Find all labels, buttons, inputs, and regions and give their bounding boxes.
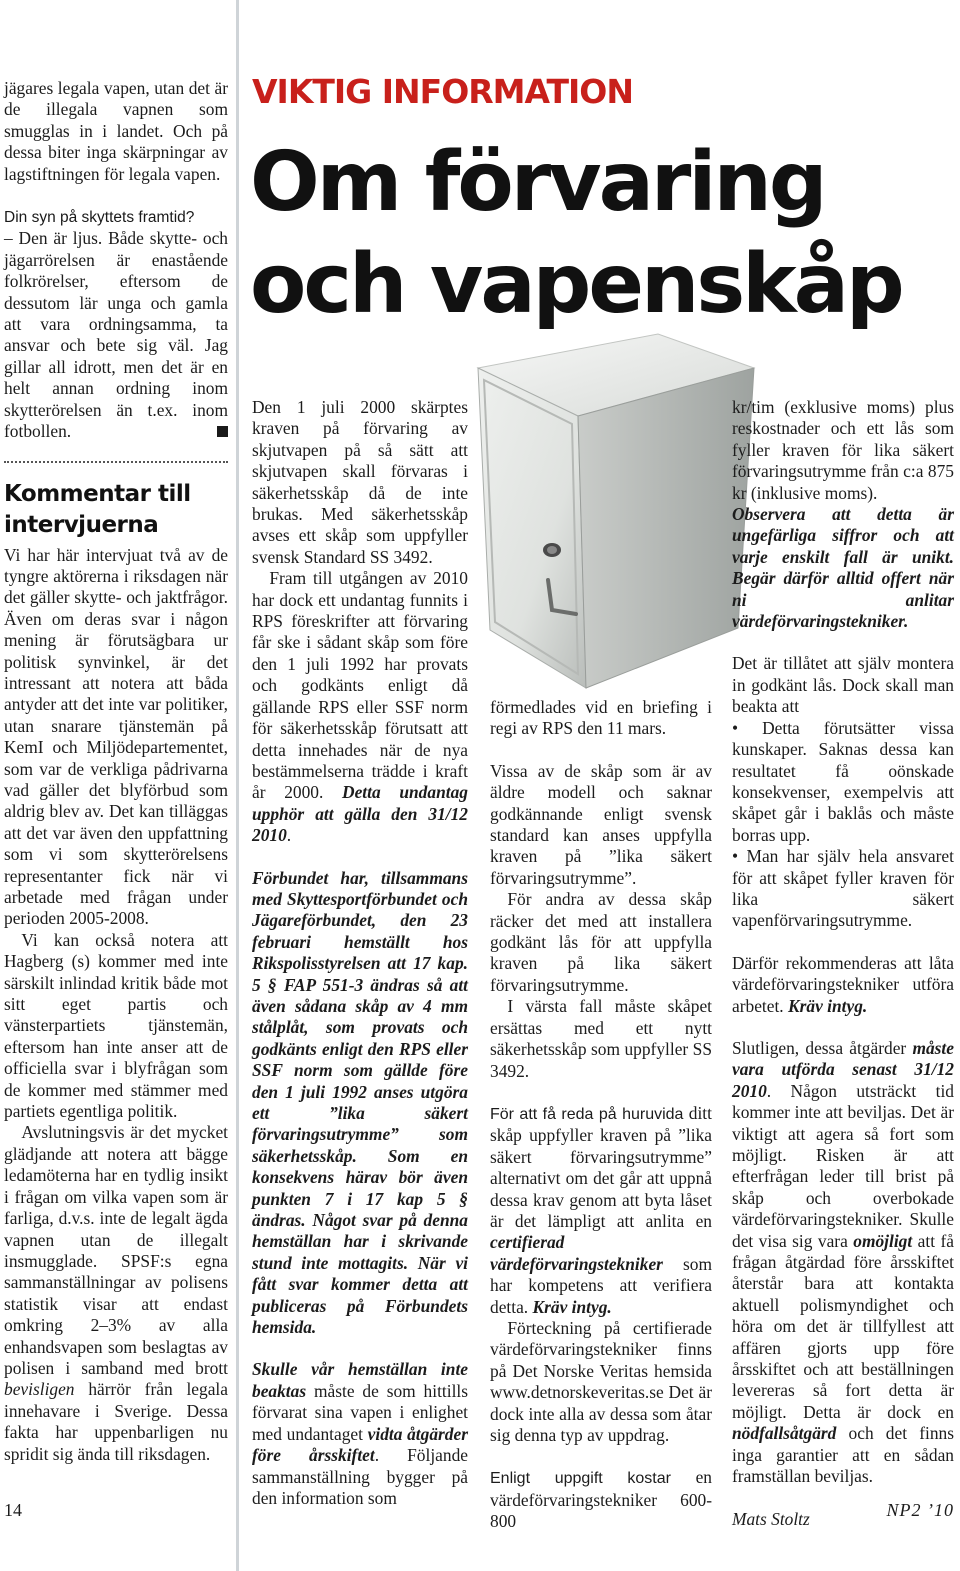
kommentar-paragraph: [4, 1122, 228, 1465]
left-paragraph: jägares legala vapen, utan det är de illegala vapnen som smugglas in i landet. Och på dessa biter inga skärpningar av lagstiftningen för legala vapen.: [4, 78, 228, 184]
kommentar-paragraph: Vi har här intervjuat två av de tyngre aktörerna i riksdagen när det gäller skytte- och jaktfrågor. Även om deras svar i någon mening är förutsägbara ur politisk synvinkel, är det intressant att notera att båda antyder att det inte var politiker, utan snarare tjänstemän på KemI och Miljödepartementet, som var de verkliga pådrivarna vad gäller det blyförbud som aldrig blev av. Det kan tilläggas att det var även den uppfattning som vi som skytterörelsens representanter fick när vi arbetade med frågan under perioden 2005-2008.: [4, 544, 228, 929]
article-emphasis: vidta åtgärder före årsskiftet: [252, 1423, 468, 1466]
article-paragraph: Vissa av de skåp som är av äldre modell och saknar godkännande enligt svensk standard kan anses uppfylla kraven på ”lika säkert förvaringsutrymme”.: [490, 760, 712, 888]
kommentar-text: härrör från legala innehavare i Sverige. Dessa fakta har uppenbarligen nu spridit sig ända till riksdagen.: [4, 1379, 228, 1464]
article-paragraph: förmedlades vid en briefing i regi av RPS den 11 mars.: [490, 697, 712, 739]
headline: [250, 132, 902, 336]
author-signature: Mats Stoltz: [732, 1508, 810, 1529]
magazine-issue: NP2 ’10: [886, 1500, 954, 1520]
gun-safe-photo: [468, 328, 756, 690]
article-text: Fram till utgången av 2010 har dock ett undantag funnits i RPS föreskrifter att förvaring får ske i sådant skåp som före den 1 juli 1992 har provats och godkänts enligt då gällande RPS eller SSF norm för säkerhetsskåp förutsatt att detta innehades när de nya bestämmelserna trädde i kraft år 2000.: [252, 568, 468, 803]
article-paragraph: kr/tim (exklusive moms) plus reskostnader och ett lås som fyller kraven för lika säkert förvaringsutrymme från c:a 875 kr (inklusive moms).: [732, 397, 954, 503]
left-column: [4, 78, 228, 1465]
kommentar-text: Avslutningsvis är det mycket glädjande att notera att bägge ledamöterna har en tydlig insikt i frågan om vilka vapen som är farliga, d.v.s. inte de legalt ägda vapnen utan de illegalt insmugglade. SPSF:s egna sammanställningar av polisens statistik visar att endast omkring 2–3% av alla enhandsvapen som beslagtas av polisen i samband med brott: [4, 1122, 228, 1378]
article-paragraph: I värsta fall måste skåpet ersättas med ett nytt säkerhetsskåp som uppfyller SS 3492.: [490, 996, 712, 1081]
article-text: . Någon utsträckt tid kommer inte att beviljas. Det är viktigt att agera så fort som möjligt. Risken är att efterfrågan leder till brist på skåp och overbokade värdeförvaringstekniker. Skulle det visa sig vara: [732, 1080, 954, 1251]
answer-text: – Den är ljus. Både skytte- och jägarrörelsen är enastående folkrörelser, eftersom de dessutom lär unga och gamla att vara ordningsamma, ta ansvar och bete sig väl. Jag gillar all idrott, men det är en helt annan ordning inom skytterörelsen än t.ex. inom fotbollen.: [4, 228, 228, 442]
article-emphasis: omöjligt: [853, 1230, 913, 1251]
article-paragraph: Det är tillåtet att själv montera in godkänt lås. Dock skall man beakta att: [732, 653, 954, 717]
article-emphasis: certifierad värdeförvaringstekniker: [490, 1232, 663, 1274]
article-text: måste de som hittills förvarat sina vapen i enlighet med undantaget: [252, 1380, 468, 1444]
article-column-1: [252, 397, 468, 1509]
headline-line: och vapenskåp: [250, 237, 902, 332]
article-paragraph: Förteckning på certifierade värdeförvaringstekniker finns på Det Norske Veritas hemsida www.detnorskeveritas.se Det är dock inte alla av dessa som åtar sig denna typ av uppdrag.: [490, 1317, 712, 1445]
page-number: 14: [4, 1500, 22, 1520]
article-paragraph: För andra av dessa skåp räcker det med att installera godkänt lås för att uppfylla kraven på lika säkert förvaringsutrymme.: [490, 889, 712, 995]
interview-answer: [4, 228, 228, 442]
kommentar-emphasis: bevisligen: [4, 1379, 75, 1400]
article-paragraph: [490, 1467, 712, 1532]
article-paragraph: Förbundet har, tillsammans med Skyttesportförbundet och Jägareförbundet, den 23 februari hemställt hos Rikspolisstyrelsen att 17 kap. 5 § FAP 551-3 ändras så att även sådana skåp av 4 mm stålplåt, som provats och godkänts enligt den RPS eller SSF norm som gällde före den 1 juli 1992 anses utgöra ett ”lika säkert förvaringsutrymme” som säkerhetsskåp. Som en konsekvens härav bör även punkten 7 i 17 kap 5 § ändras. Något svar på denna hemställan har i skrivande stund inte mottagits. När vi fått svar kommer detta att publiceras på Förbundets hemsida.: [252, 867, 468, 1338]
article-emphasis: Skulle vår hemställan inte beaktas: [252, 1359, 468, 1401]
run-in-lead: För att få reda på huruvida: [490, 1105, 684, 1123]
article-paragraph: [490, 1103, 712, 1318]
end-square-icon: [217, 426, 228, 437]
article-text: att få frågan åtgärdad före årsskiftet återstår bara att kontakta aktuell polismyndighet och höra om det är tillfyllest att affären gjorts upp före årsskiftet och att beställningen levereras så fort detta är möjligt. Detta är dock en: [732, 1230, 954, 1422]
article-paragraph: [252, 1359, 468, 1509]
run-in-lead: Enligt uppgift kostar: [490, 1470, 671, 1488]
article-text: och det finns inga garantier att en sådan framställan beviljas.: [732, 1423, 954, 1487]
bullet-item: • Detta förutsätter vissa kunskaper. Saknas dessa kan resultatet få oönskade konsekvenser, exempelvis att skåpet går i baklås och måste borras upp.: [732, 717, 954, 845]
kicker: VIKTIG INFORMATION: [252, 72, 633, 111]
article-text: Därför rekommenderas att låta värdeförvaringstekniker utföra arbetet.: [732, 952, 954, 1016]
headline-line: Om förvaring: [250, 135, 825, 230]
column-divider: [236, 0, 239, 1571]
article-text: .: [286, 825, 292, 846]
article-text: ditt skåp uppfyller kraven på ”lika säkert förvaringsutrymme” alternativt om det går att uppnå dessa krav genom att byta låset är det lämpligt att anlita en: [490, 1102, 712, 1231]
article-paragraph: Den 1 juli 2000 skärptes kraven på förvaring av skjutvapen på så sätt att skjutvapen skall förvaras i säkerhetsskåp då de inte brukas. Med säkerhetsskåp avses ett skåp som uppfyller svensk Standard SS 3492.: [252, 397, 468, 567]
article-paragraph: [252, 568, 468, 846]
bullet-item: • Man har själv hela ansvaret för att skåpet fyller kraven för lika säkert vapenförvaringsutrymme.: [732, 846, 954, 931]
article-emphasis: Kräv intyg.: [532, 1296, 612, 1317]
dotted-separator: [4, 461, 228, 463]
article-text: en värdeförvaringstekniker 600-800: [490, 1467, 712, 1532]
interview-question: Din syn på skyttets framtid?: [4, 209, 195, 227]
article-paragraph: [732, 953, 954, 1017]
article-emphasis: Kräv intyg.: [788, 995, 868, 1016]
article-column-3: [732, 397, 954, 1530]
article-paragraph: [732, 1038, 954, 1488]
article-emphasis: Detta undantag upphör att gälla den 31/12 2010: [252, 782, 468, 846]
article-emphasis: nödfallsåtgärd: [732, 1423, 837, 1444]
kommentar-heading: Kommentar till intervjuerna: [4, 480, 191, 538]
article-emphasis: måste vara utförda senast 31/12 2010: [732, 1037, 954, 1101]
article-text: som har kompetens att verifiera detta.: [490, 1253, 712, 1317]
article-paragraph: Observera att detta är ungefärliga siffror och att varje enskilt fall är unikt. Begär därför alltid offert när ni anlitar värdeförvaringstekniker.: [732, 504, 954, 632]
kommentar-paragraph: Vi kan också notera att Hagberg (s) kommer med inte särskilt inlindad kritik både mot sitt eget partis och vänsterpartiets tjänstemän, eftersom han inte anser att de officiella svar i blyfrågan som de kommer med stämmer med partiets egentliga politik.: [4, 929, 228, 1122]
article-text: . Följande sammanställning bygger på den information som: [252, 1445, 468, 1508]
article-text: Slutligen, dessa åtgärder: [732, 1037, 907, 1058]
article-column-2: [490, 697, 712, 1533]
